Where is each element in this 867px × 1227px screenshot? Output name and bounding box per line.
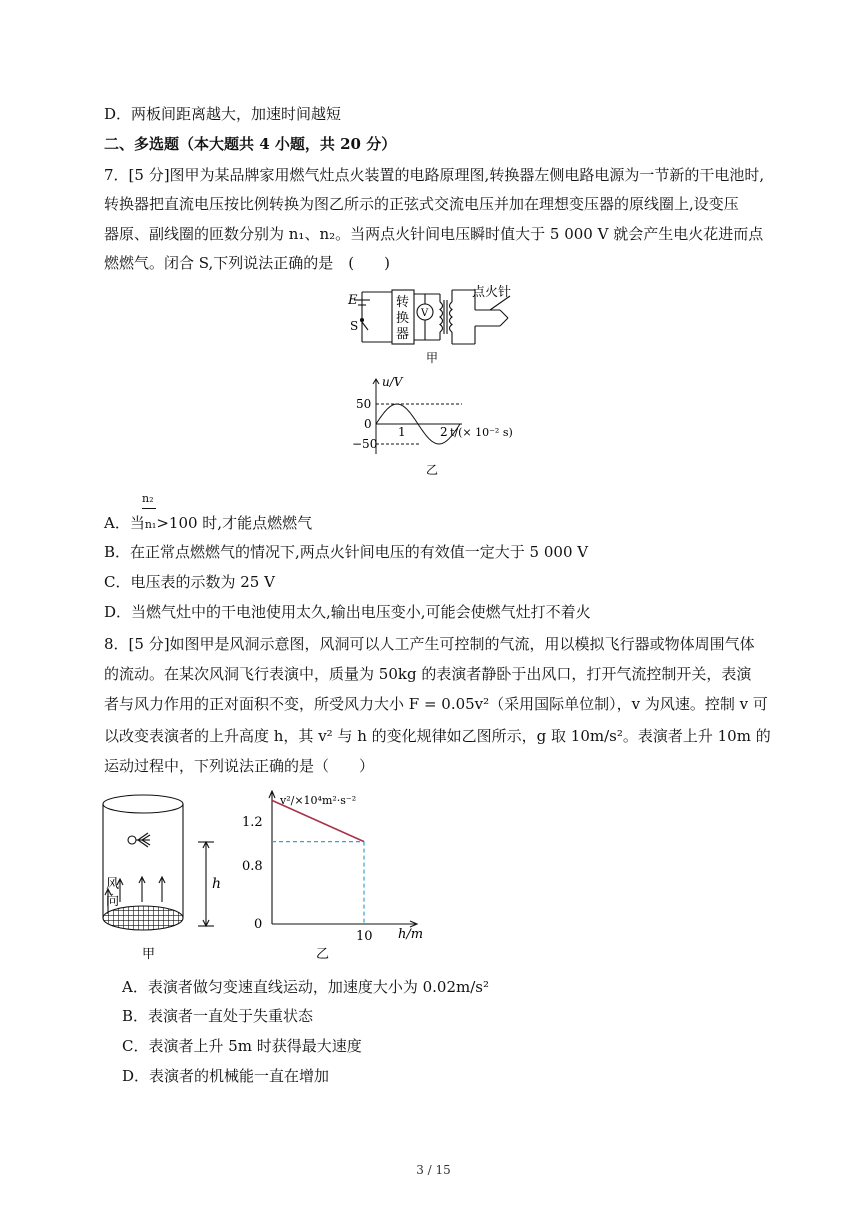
q7-option-b: B．在正常点燃燃气的情况下,两点火针间电压的有效值一定大于 5 000 V <box>104 543 589 561</box>
needle-label: 点火针 <box>472 285 512 300</box>
q7-text-line1: 7．[5 分]图甲为某品牌家用燃气灶点火装置的电路原理图,转换器左侧电路电源为一节新的干电池时, <box>104 166 765 184</box>
wind-label-2: 向 <box>106 894 120 909</box>
q7-text-line4: 燃燃气。闭合 S,下列说法正确的是 ( ) <box>104 254 390 272</box>
wave-xtick-2: 2 <box>440 425 448 439</box>
fraction-bar <box>142 508 156 509</box>
q7-option-a <box>104 513 312 535</box>
q8-option-a: A．表演者做匀变速直线运动，加速度大小为 0.02m/s² <box>122 978 489 996</box>
converter-label-2: 换 <box>396 311 410 326</box>
wind-tunnel-diagram <box>98 790 230 966</box>
sine-wave-graph <box>340 374 530 480</box>
chart-xtick-1: 10 <box>356 929 373 944</box>
option-a-suffix: >100 时,才能点燃燃气 <box>156 514 313 532</box>
converter-label-1: 转 <box>396 295 410 310</box>
q8-option-b: B．表演者一直处于失重状态 <box>122 1007 314 1025</box>
height-label: h <box>212 876 222 892</box>
q6-option-d: D．两板间距离越大，加速时间越短 <box>104 105 342 123</box>
wave-xlabel: t/(× 10⁻² s) <box>450 426 513 439</box>
battery-label: E <box>348 293 358 308</box>
q8-option-d: D．表演者的机械能一直在增加 <box>122 1067 330 1085</box>
section-heading: 二、多选题（本大题共 4 小题，共 20 分） <box>104 135 397 153</box>
wave-ytick-pos: 50 <box>356 397 372 411</box>
page-number: 3 / 15 <box>416 1163 451 1177</box>
option-a-fraction-denominator: n₁ <box>144 518 157 531</box>
tunnel-caption: 甲 <box>142 947 156 962</box>
ignition-circuit-diagram <box>340 282 540 372</box>
wave-ytick-neg: −50 <box>352 437 378 451</box>
chart-ylabel: v²/×10⁴m²·s⁻² <box>280 794 357 807</box>
chart-caption: 乙 <box>316 947 330 962</box>
wave-xtick-1: 1 <box>398 425 406 439</box>
chart-xlabel: h/m <box>398 927 424 942</box>
chart-ytick-3: 0 <box>254 917 263 932</box>
circuit-caption: 甲 <box>426 351 439 365</box>
wave-ytick-zero: 0 <box>364 417 372 431</box>
q8-text-line1: 8．[5 分]如图甲是风洞示意图，风洞可以人工产生可控制的气流，用以模拟飞行器或物体周围气体 <box>104 635 755 653</box>
option-a-fraction-numerator: n₂ <box>142 492 154 505</box>
q7-option-c: C．电压表的示数为 25 V <box>104 573 275 591</box>
q7-text-line2: 转换器把直流电压按比例转换为图乙所示的正弦式交流电压并加在理想变压器的原线圈上,设变压 <box>104 195 739 213</box>
q8-option-c: C．表演者上升 5m 时获得最大速度 <box>122 1037 362 1055</box>
converter-label-3: 器 <box>396 327 410 342</box>
q7-text-line3: 器原、副线圈的匝数分别为 n₁、n₂。当两点火针间电压瞬时值大于 5 000 V 就会产生电火花进而点 <box>104 225 764 243</box>
chart-ytick-1: 1.2 <box>242 815 263 830</box>
q8-text-line3: 者与风力作用的正对面积不变，所受风力大小 F = 0.05v²（采用国际单位制），v 为风速。控制 v 可 <box>104 695 768 713</box>
q8-text-line2: 的流动。在某次风洞飞行表演中，质量为 50kg 的表演者静卧于出风口，打开气流控制开关，表演 <box>104 665 752 683</box>
wave-ylabel: u/V <box>382 375 403 389</box>
switch-label: S <box>350 319 359 333</box>
v2-h-chart <box>236 790 436 966</box>
chart-ytick-2: 0.8 <box>242 859 263 874</box>
q8-text-line5: 运动过程中，下列说法正确的是（ ） <box>104 757 375 775</box>
wind-label-1: 风 <box>106 877 120 892</box>
q7-option-d: D．当燃气灶中的干电池使用太久,输出电压变小,可能会使燃气灶打不着火 <box>104 603 591 621</box>
option-a-prefix: A．当 <box>104 514 145 532</box>
q8-text-line4: 以改变表演者的上升高度 h，其 v² 与 h 的变化规律如乙图所示，g 取 10m/s²。表演者上升 10m 的 <box>104 727 771 745</box>
wave-caption: 乙 <box>426 463 439 477</box>
voltmeter-label: V <box>421 308 429 319</box>
